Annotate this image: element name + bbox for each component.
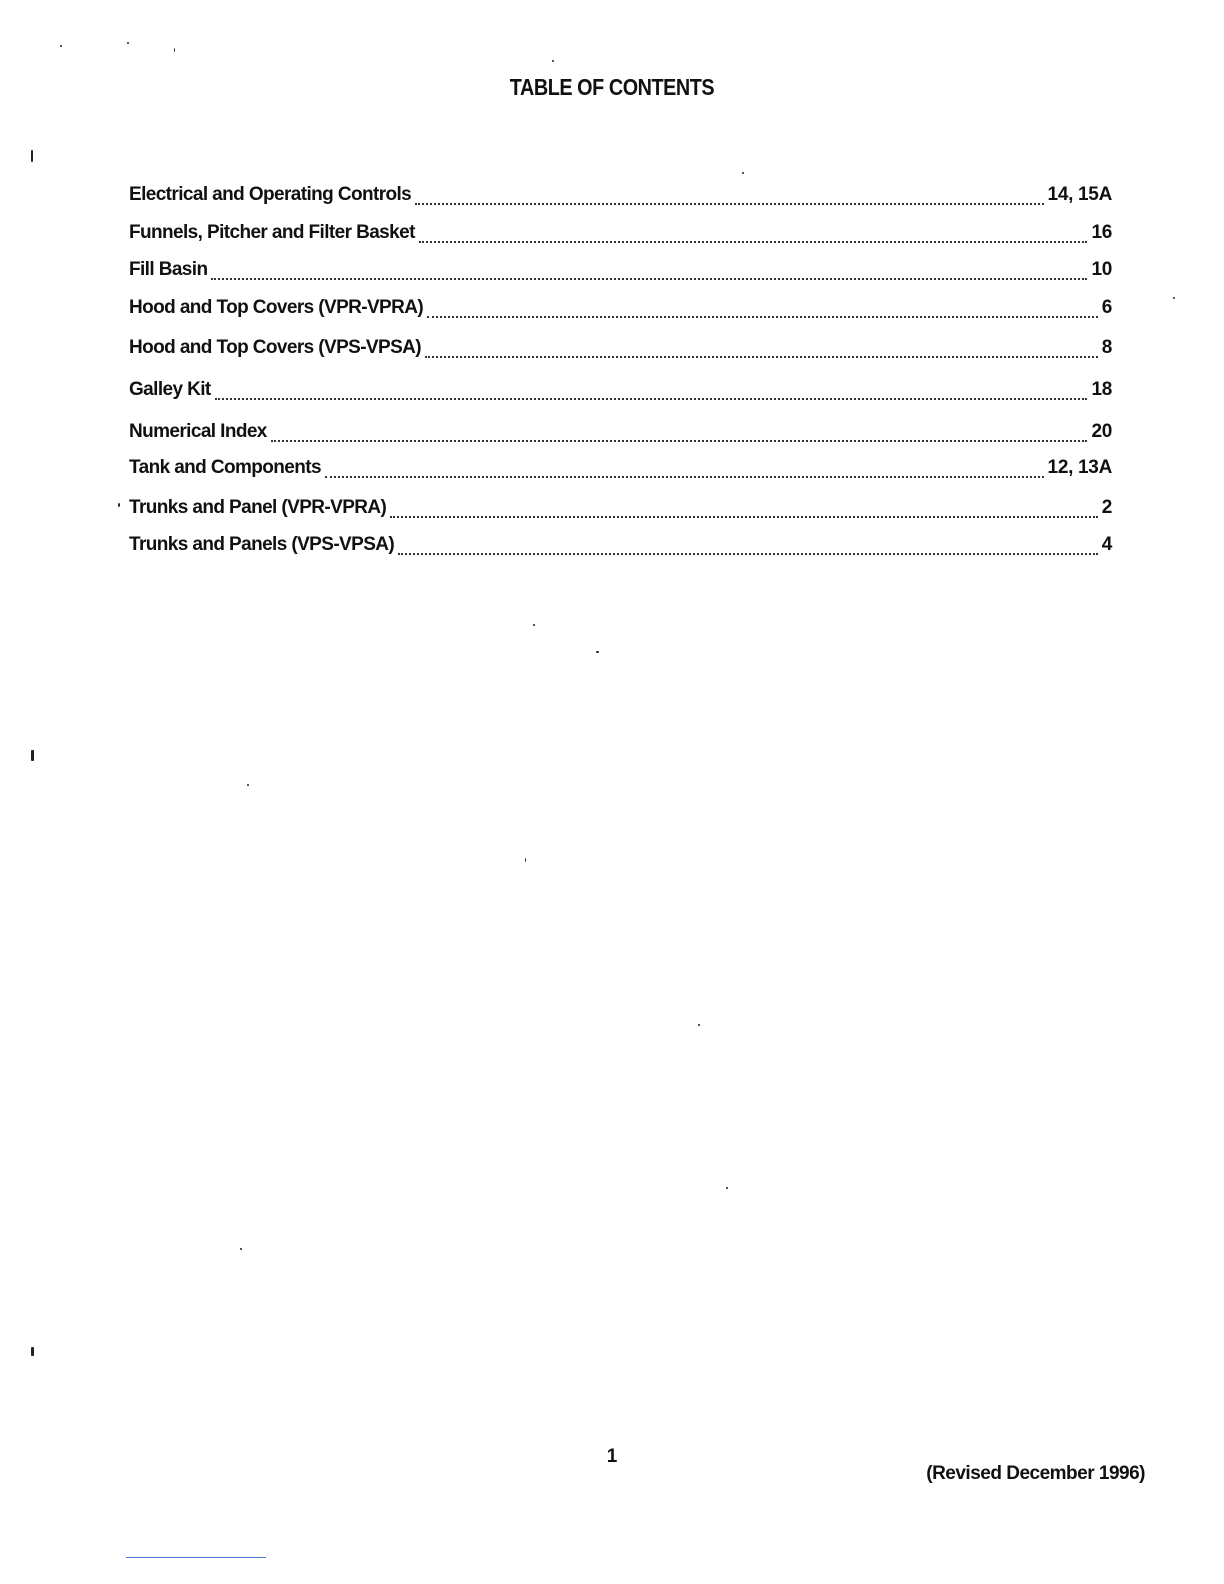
scan-speck	[31, 1347, 34, 1356]
toc-entry-label: Hood and Top Covers (VPS-VPSA)	[129, 337, 422, 358]
scan-speck	[174, 48, 175, 52]
toc-entry-page: 20	[1091, 421, 1112, 442]
toc-entry-label: Fill Basin	[129, 259, 208, 280]
toc-entry-page: 18	[1091, 379, 1112, 400]
toc-entry-label: Hood and Top Covers (VPR-VPRA)	[129, 297, 424, 318]
scan-speck	[533, 624, 535, 626]
dot-leader	[211, 278, 1087, 280]
scan-speck	[127, 42, 129, 44]
toc-entry-page: 8	[1101, 337, 1112, 358]
toc-entry	[129, 497, 1112, 523]
scan-speck	[726, 1187, 728, 1189]
toc-entry	[129, 379, 1112, 405]
toc-entry	[129, 457, 1112, 483]
toc-entry-page: 10	[1091, 259, 1112, 280]
dot-leader	[325, 476, 1044, 478]
dot-leader	[425, 356, 1098, 358]
toc-entry-page: 2	[1101, 497, 1112, 518]
toc-entry-label: Trunks and Panels (VPS-VPSA)	[129, 534, 395, 555]
scan-speck	[552, 60, 554, 62]
dot-leader	[398, 553, 1098, 555]
scan-speck	[742, 172, 744, 174]
dot-leader	[390, 516, 1097, 518]
scan-speck	[1173, 297, 1175, 299]
dot-leader	[415, 203, 1043, 205]
toc-entry-label: Trunks and Panel (VPR-VPRA)	[129, 497, 387, 518]
toc-entry-page: 12, 13A	[1047, 457, 1112, 478]
toc-entry	[129, 337, 1112, 363]
toc-entry	[129, 222, 1112, 248]
scan-speck	[31, 150, 33, 162]
toc-entry-page: 6	[1101, 297, 1112, 318]
dot-leader	[427, 316, 1098, 318]
toc-entry-label: Tank and Components	[129, 457, 321, 478]
page-number: 1	[606, 1446, 618, 1467]
dot-leader	[215, 398, 1088, 400]
toc-entry-label: Electrical and Operating Controls	[129, 184, 412, 205]
toc-entry	[129, 184, 1112, 210]
dot-leader	[419, 241, 1088, 243]
toc-entry	[129, 297, 1112, 323]
scan-speck	[596, 651, 599, 653]
scan-speck	[698, 1024, 700, 1026]
toc-entry-label: Funnels, Pitcher and Filter Basket	[129, 222, 415, 243]
toc-entry-label: Numerical Index	[129, 421, 267, 442]
scan-speck	[118, 503, 120, 507]
toc-entry-label: Galley Kit	[129, 379, 211, 400]
toc-entry-page: 4	[1101, 534, 1112, 555]
toc-entry	[129, 534, 1112, 560]
toc-entry	[129, 421, 1112, 447]
toc-entry-page: 14, 15A	[1047, 184, 1112, 205]
scan-speck	[31, 750, 34, 761]
scan-speck	[240, 1248, 242, 1250]
dot-leader	[271, 440, 1088, 442]
toc-entry	[129, 259, 1112, 285]
page-title: TABLE OF CONTENTS	[509, 74, 715, 100]
toc-entry-page: 16	[1091, 222, 1112, 243]
footer-rule	[126, 1557, 266, 1558]
scan-speck	[247, 784, 249, 786]
scan-speck	[525, 858, 526, 862]
revision-note: (Revised December 1996)	[926, 1463, 1145, 1484]
scan-speck	[60, 45, 62, 47]
